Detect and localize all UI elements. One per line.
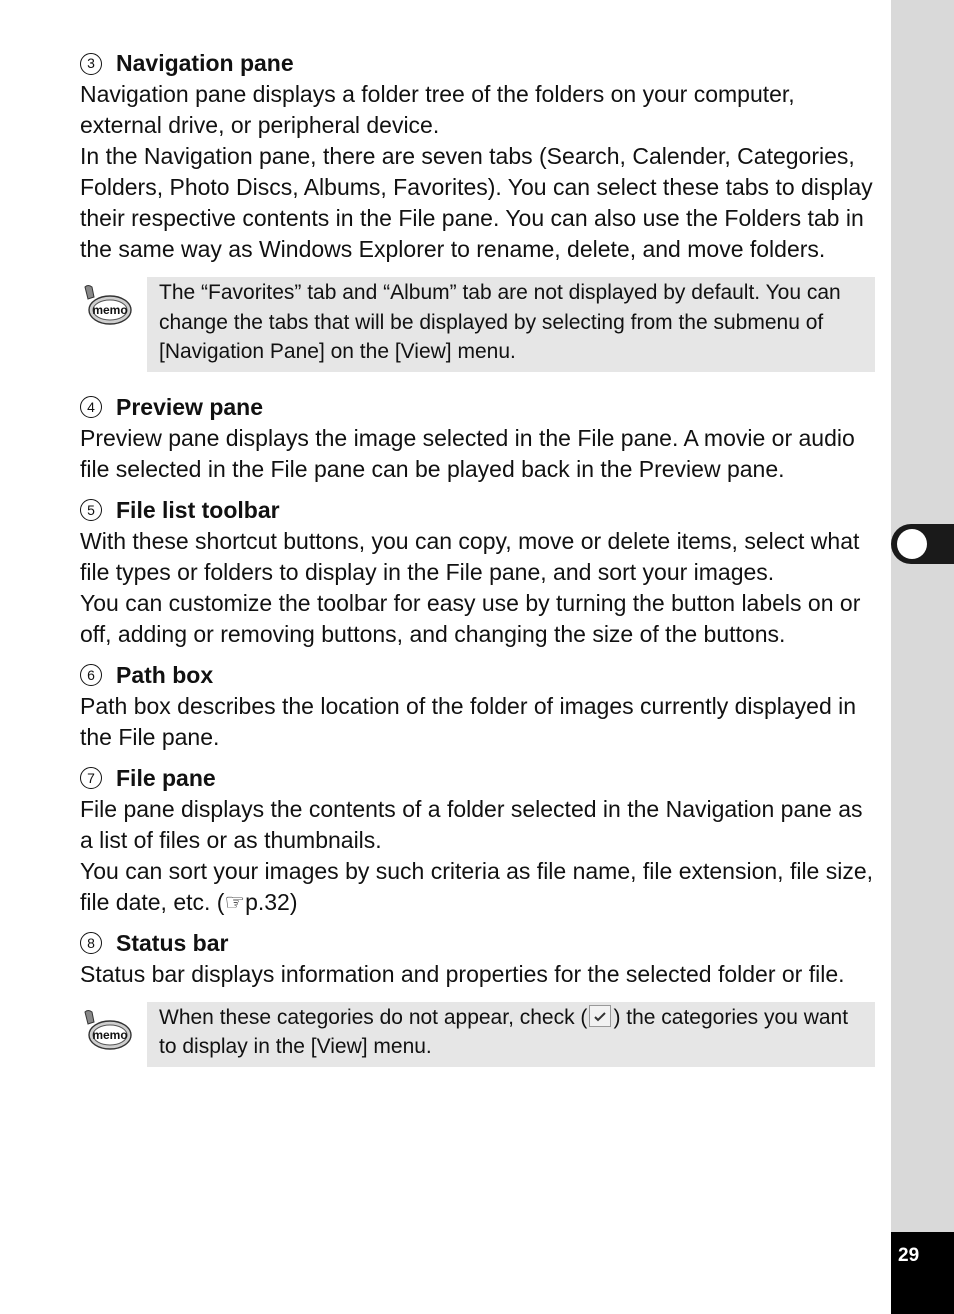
memo-note-tabs [80, 277, 880, 372]
memo-text: The “Favorites” tab and “Album” tab are not displayed by default. You can change the tabs that will be displayed by selecting from the submenu of [Navigation Pane] on the [View] menu. [159, 281, 841, 363]
circled-number: 6 [80, 664, 102, 686]
circled-number: 8 [80, 932, 102, 954]
memo-note-categories [80, 1002, 880, 1067]
memo-text-box [147, 277, 875, 372]
circled-number: 5 [80, 499, 102, 521]
memo-icon-label: memo [92, 1027, 128, 1042]
memo-icon-label: memo [92, 303, 128, 317]
paragraph: Status bar displays information and properties for the selected folder or file. [80, 960, 845, 987]
section-heading [80, 48, 880, 79]
section-title: Path box [116, 661, 214, 688]
section-status-bar [80, 928, 880, 990]
memo-text-after: ) the categories you want to display in the [View] menu. [159, 1005, 849, 1058]
section-title: File list toolbar [116, 496, 280, 523]
paragraph: In the Navigation pane, there are seven tabs (Search, Calender, Categories, Folders, Photo Discs, Albums, Favorites). You can select these tabs to display their respective contents in the File pane. You can also use the Folders tab in the same way as Windows Explorer to rename, delete, and move folders. [80, 143, 873, 262]
chapter-tab-dot [897, 529, 927, 559]
section-heading [80, 763, 880, 794]
memo-icon [82, 283, 132, 327]
section-file-list-toolbar [80, 495, 880, 650]
section-heading [80, 495, 880, 526]
section-navigation-pane [80, 48, 880, 265]
page-content [80, 48, 880, 1087]
memo-text-before: When these categories do not appear, check ( [159, 1005, 588, 1029]
page-number: 29 [898, 1245, 920, 1266]
section-file-pane [80, 763, 880, 918]
page-edge-bar [891, 0, 954, 1314]
paragraph: You can customize the toolbar for easy use by turning the button labels on or off, adding or removing buttons, and changing the size of the buttons. [80, 589, 861, 647]
section-path-box [80, 660, 880, 753]
section-title: File pane [116, 764, 216, 791]
circled-number: 7 [80, 767, 102, 789]
section-preview-pane [80, 392, 880, 485]
section-title: Navigation pane [116, 50, 294, 76]
memo-text-box [147, 1002, 875, 1067]
checkmark-icon [589, 1005, 611, 1027]
paragraph: You can sort your images by such criteria as file name, file extension, file size, file date, etc. (☞p.32) [80, 857, 874, 915]
circled-number: 4 [80, 396, 102, 418]
memo-icon [82, 1008, 132, 1052]
paragraph: File pane displays the contents of a folder selected in the Navigation pane as a list of files or as thumbnails. [80, 795, 863, 853]
section-title: Preview pane [116, 393, 264, 420]
paragraph: Path box describes the location of the folder of images currently displayed in the File pane. [80, 692, 857, 750]
section-heading [80, 928, 880, 959]
section-title: Status bar [116, 929, 229, 956]
section-heading [80, 660, 880, 691]
paragraph: Navigation pane displays a folder tree of the folders on your computer, external drive, or peripheral device. [80, 81, 795, 138]
circled-number: 3 [80, 53, 102, 75]
paragraph: With these shortcut buttons, you can copy, move or delete items, select what file types or folders to display in the File pane, and sort your images. [80, 527, 860, 585]
section-heading [80, 392, 880, 423]
paragraph: Preview pane displays the image selected in the File pane. A movie or audio file selected in the File pane can be played back in the Preview pane. [80, 424, 855, 482]
